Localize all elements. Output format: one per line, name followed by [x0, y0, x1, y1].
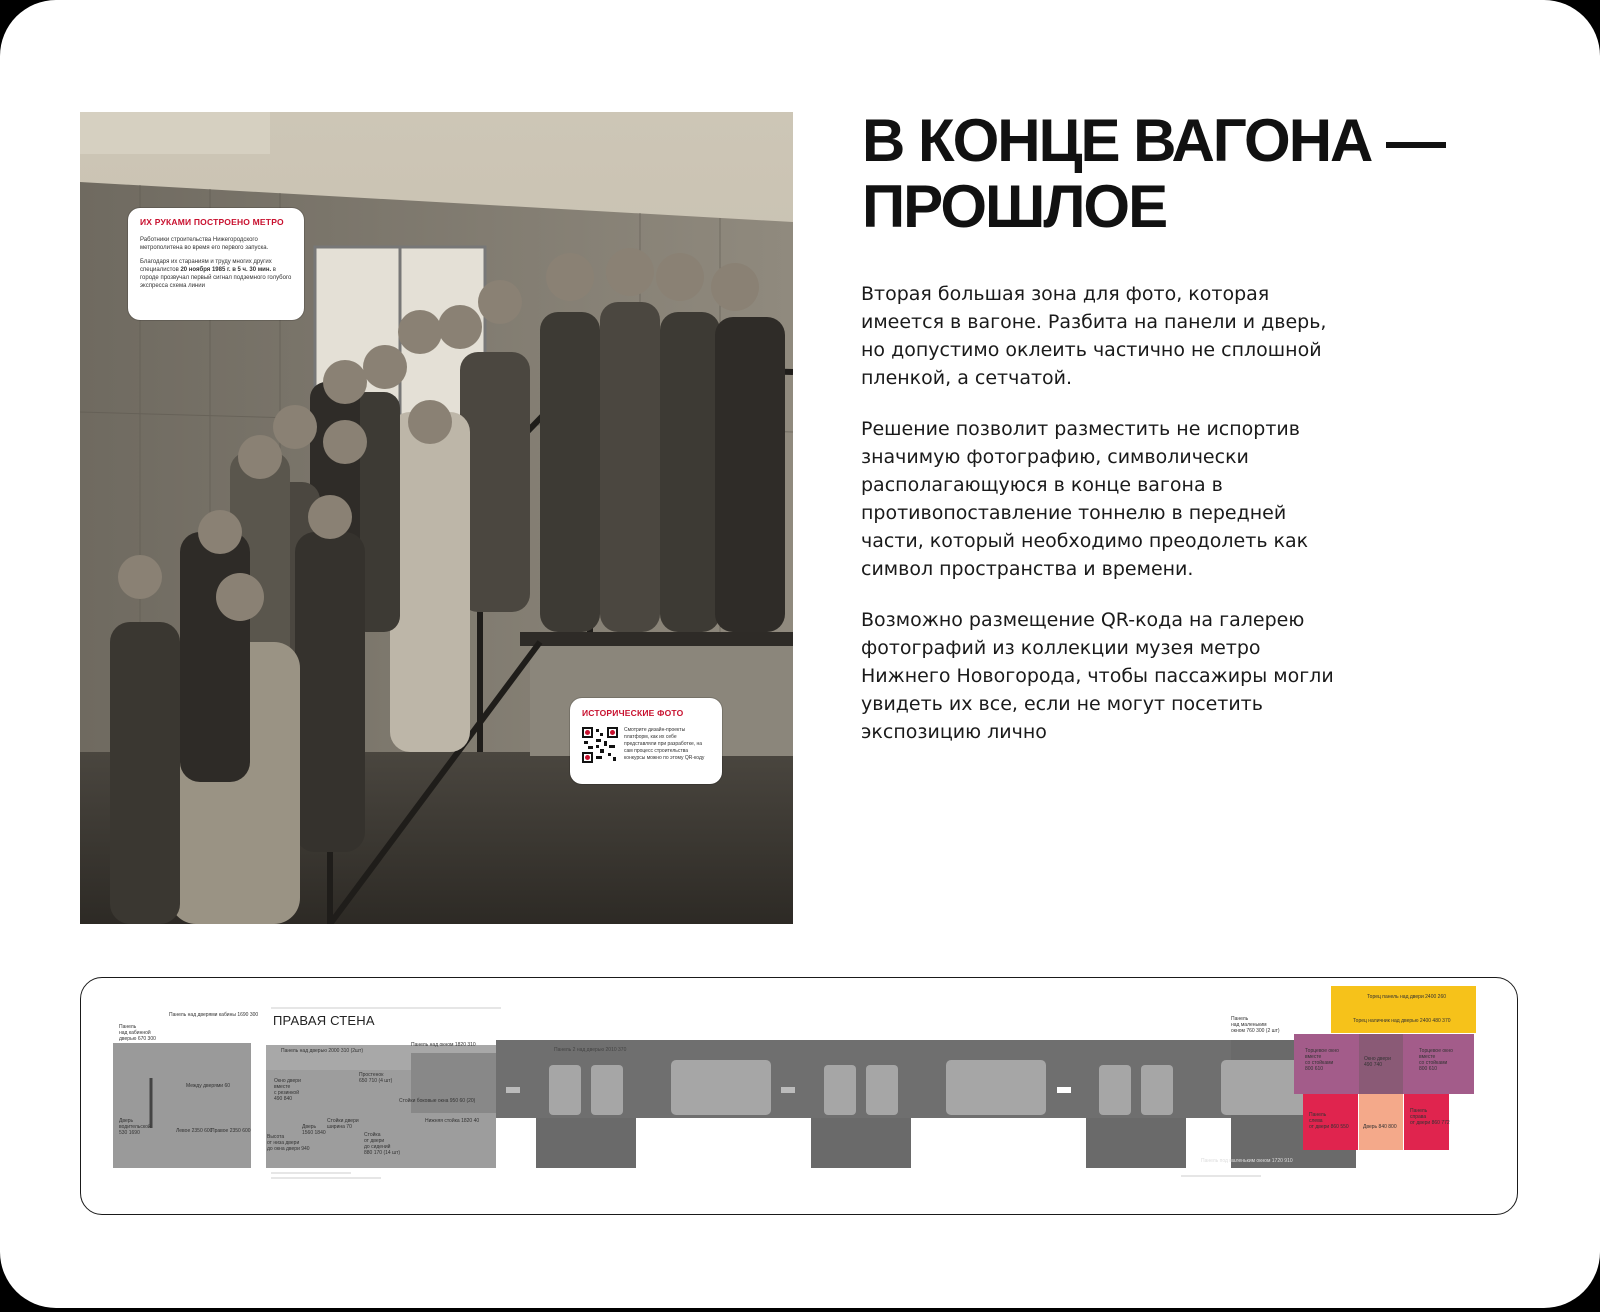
- label-driver-door: Дверь водительской 530 1690: [119, 1118, 151, 1136]
- label-window-between: Окно двери вместе с резинкой 490 840: [274, 1078, 301, 1102]
- label-face-panel: Торец наличник над дверью 2400 480 370: [1353, 1018, 1451, 1024]
- label-panel-above-windows: Панель над маленьким окном 760 300 (2 шт): [1231, 1016, 1280, 1034]
- label-door: Дверь 1560 1840: [302, 1124, 326, 1136]
- paragraph-2: Решение позволит разместить не испортив значимую фотографию, символически располагающуюся в конце вагона в противопоставление тоннелю в передней части, который необходимо преодолеть как символ пространства и времени.: [861, 418, 1309, 580]
- label-face-door: Дверь 840 800: [1363, 1124, 1397, 1130]
- label-panel-above-window-door: Панель над окном 1820 310: [411, 1042, 476, 1048]
- callout-workers-title: ИХ РУКАМИ ПОСТРОЕНО МЕТРО: [140, 217, 284, 227]
- label-door-posts: Стойки двери ширина 70: [327, 1118, 359, 1130]
- label-right-door: Правое 2350 600: [211, 1128, 251, 1134]
- label-panel-2: Панель 2 над дверью 2010 370: [554, 1047, 627, 1053]
- page-title-line-1: В КОНЦЕ ВАГОНА —: [862, 107, 1445, 174]
- label-face-right-window: Торцевое окно вместе со стойками 800 610: [1419, 1048, 1453, 1072]
- label-lower-window-post: Нижняя стойка 1820 40: [425, 1118, 480, 1124]
- callout-workers-text-2: [140, 258, 292, 290]
- label-panel-above-cabin-door: Панель над дверями кабины 1690 300: [169, 1012, 259, 1018]
- label-side-posts: Стойки боковые окна 950 60 (20): [399, 1098, 476, 1104]
- label-cabin-door-panel: Панель над кабинной дверью 670 300: [119, 1024, 156, 1042]
- label-face-left-panel: Панель слева от двери 860 550: [1309, 1112, 1349, 1130]
- callout-workers: [128, 208, 304, 320]
- wagon-wall-scheme: [80, 977, 1518, 1215]
- label-between-narrow: Простенок 650 710 (4 шт): [359, 1072, 393, 1084]
- callout-historic-title: ИСТОРИЧЕСКИЕ ФОТО: [582, 708, 684, 718]
- label-panel-under-window: Панель под маленьким окном 1720 910: [1201, 1158, 1293, 1164]
- label-face-right-panel: Панель справа от двери 860 772: [1410, 1108, 1450, 1126]
- callout-date: 20 ноября 1985 г. в 5 ч. 30 мин.: [180, 267, 272, 273]
- callout-historic-text: Смотрите дизайн-проекты платформ, как их себе представляли при разработке, на сам процесс строительства конкурсы можно по этому QR-коду: [624, 727, 705, 761]
- label-face-door-window: Окно двери 490 740: [1364, 1056, 1391, 1068]
- label-between-doors: Между дверями 60: [186, 1083, 231, 1089]
- callout-historic-photos: [570, 698, 722, 784]
- page-title: [862, 108, 1562, 240]
- wall-title: ПРАВАЯ СТЕНА: [273, 1013, 375, 1028]
- label-face-top: Торец панель над двери 2400 260: [1367, 994, 1446, 1000]
- description: [861, 280, 1341, 769]
- label-post-from-door: Стойка от двери до сидений 880 170 (14 шт): [364, 1132, 401, 1156]
- paragraph-1: Вторая большая зона для фото, которая имеется в вагоне. Разбита на панели и дверь, но допустимо оклеить частично не сплошной пленкой, а сетчатой.: [861, 283, 1327, 389]
- label-face-left-window: Торцевое окно вместе со стойками 800 610: [1305, 1048, 1339, 1072]
- label-height-from-door: Высота от низа двери до окна двери 940: [267, 1134, 310, 1152]
- label-panel-above-door: Панель над дверью 2000 310 (2шт): [281, 1048, 363, 1054]
- callout-workers-text: Работники строительства Нижегородского метрополитена во время его первого запуска.: [140, 237, 269, 251]
- callout-text-part: в городе прозвучал первый сигнал подземного голубого экспресса схема линии: [140, 267, 292, 289]
- page-title-line-2: ПРОШЛОЕ: [862, 173, 1167, 240]
- label-left-door: Левое 2350 600: [176, 1128, 213, 1134]
- paragraph-3: Возможно размещение QR-кода на галерею фотографий из коллекции музея метро Нижнего Новогорода, чтобы пассажиры могли увидеть их все, если не могут посетить экспозицию лично: [861, 609, 1334, 743]
- historic-photo: [80, 112, 793, 924]
- qr-code-icon[interactable]: [582, 727, 618, 763]
- callout-text-part: Благодаря их стараниям и труду многих других специалистов: [140, 259, 272, 273]
